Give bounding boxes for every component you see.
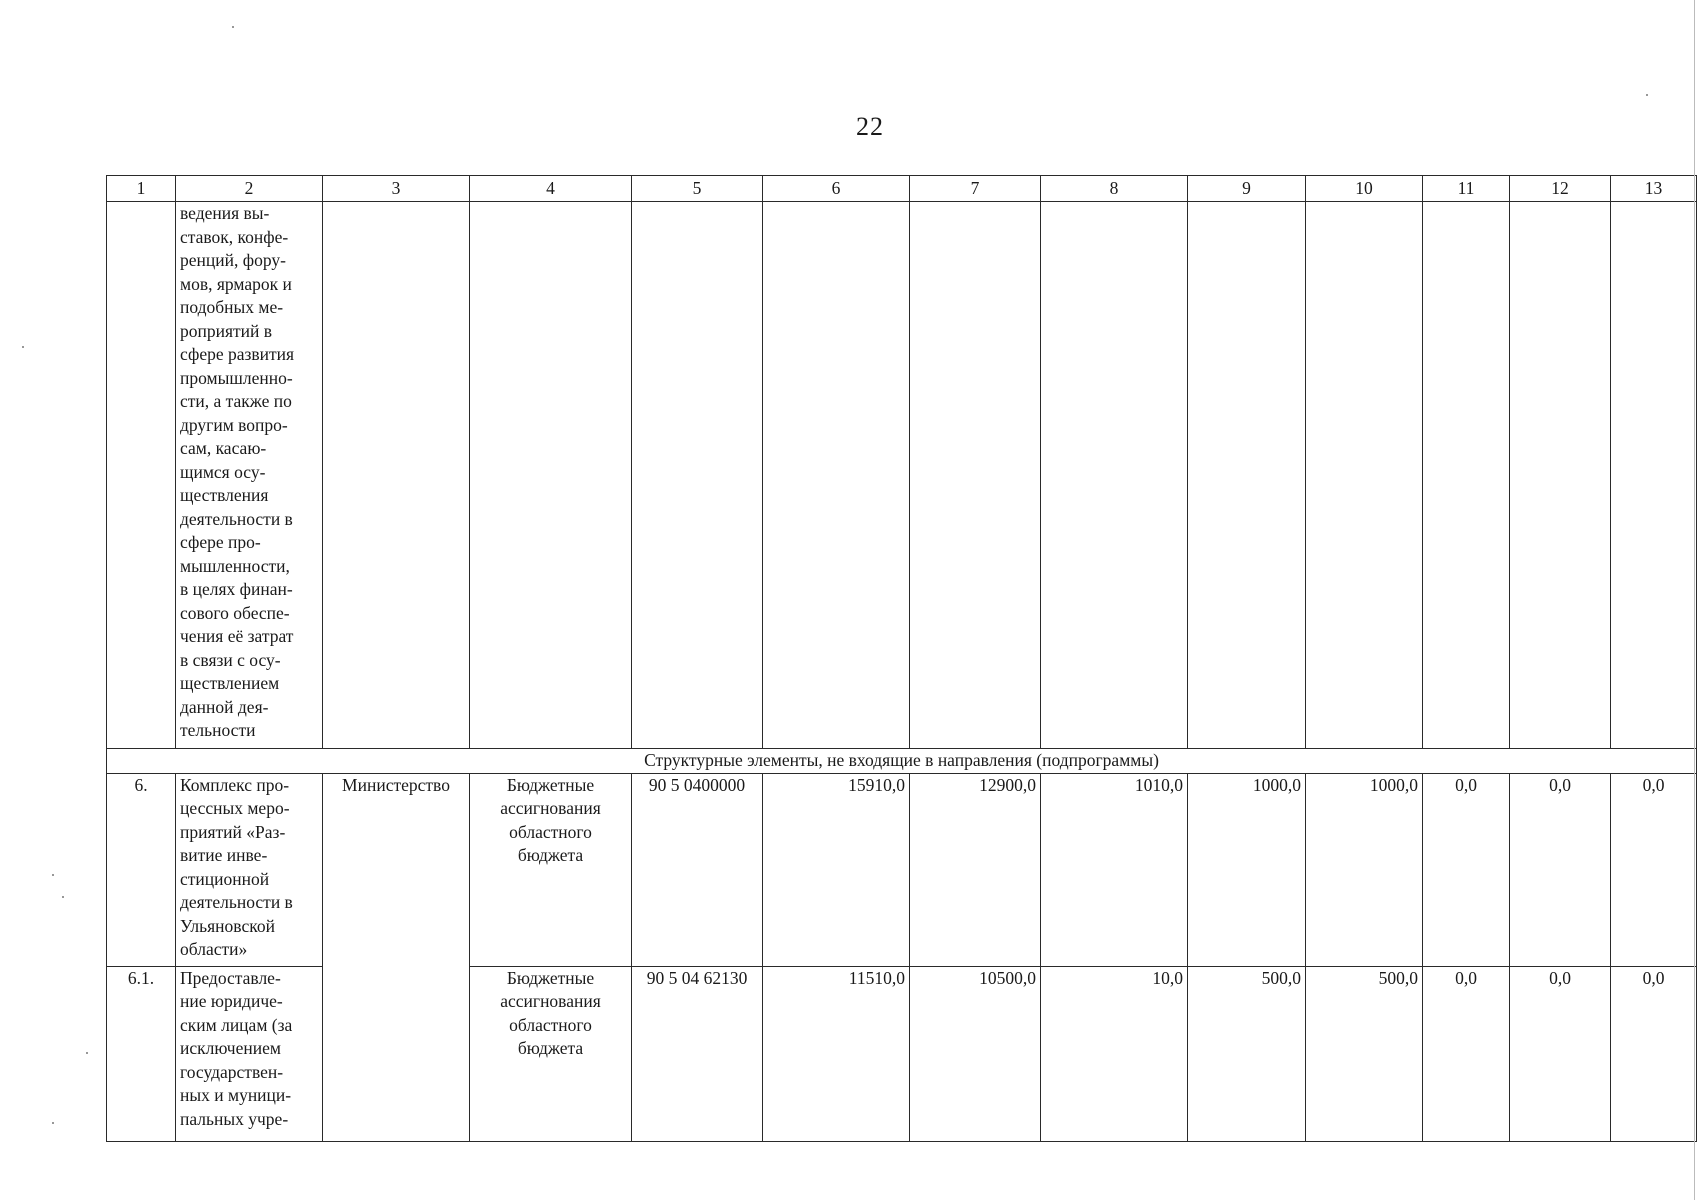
column-header-3: 3 <box>323 176 470 202</box>
budget-code: 90 5 04 62130 <box>632 966 763 1141</box>
scan-speck <box>52 874 54 876</box>
text-line: Ульяновской <box>180 915 275 936</box>
table-row-6 <box>107 773 1697 966</box>
scan-speck <box>232 26 234 28</box>
page-number: 22 <box>856 112 884 141</box>
measure-name <box>176 966 323 1141</box>
scan-speck <box>62 896 64 898</box>
text-line: ние юридиче- <box>180 991 283 1011</box>
value-col-12: 0,0 <box>1510 966 1611 1141</box>
text-line: мов, ярмарок и <box>180 273 292 294</box>
text-line: щимся осу- <box>180 461 266 482</box>
text-line: ским лицам (за <box>180 1014 293 1035</box>
text-line: сфере развития <box>180 344 295 364</box>
text-line: сфере про- <box>180 532 261 552</box>
budget-table <box>106 175 1697 1142</box>
text-line: ассигнования <box>500 798 601 818</box>
text-line: витие инве- <box>180 845 268 865</box>
value-col-7: 10500,0 <box>910 966 1041 1141</box>
value-col-10: 500,0 <box>1306 966 1423 1141</box>
scan-speck <box>52 1122 54 1124</box>
page-edge-line <box>1694 0 1695 1200</box>
column-header-11: 11 <box>1423 176 1510 202</box>
section-title: Структурные элементы, не входящие в направления (подпрограммы) <box>107 749 1697 774</box>
text-line: ществления <box>180 485 269 505</box>
row-number: 6. <box>107 773 176 966</box>
text-line: цессных меро- <box>180 798 290 818</box>
column-header-4: 4 <box>470 176 632 202</box>
text-line: бюджета <box>517 845 584 865</box>
scan-speck <box>1646 94 1648 96</box>
value-col-8: 10,0 <box>1041 966 1188 1141</box>
scan-speck <box>22 346 24 348</box>
column-header-2: 2 <box>176 176 323 202</box>
continued-measure-description <box>176 202 323 749</box>
text-line: ществлением <box>180 673 280 693</box>
text-line: стиционной <box>180 868 270 889</box>
empty-cell <box>763 202 910 749</box>
text-line: ных и муници- <box>180 1085 292 1105</box>
column-header-10: 10 <box>1306 176 1423 202</box>
text-line: областного <box>509 1014 592 1035</box>
text-line: роприятий в <box>180 320 273 341</box>
column-header-1: 1 <box>107 176 176 202</box>
empty-cell <box>1611 202 1697 749</box>
empty-cell <box>1423 202 1510 749</box>
empty-cell <box>1041 202 1188 749</box>
text-line: ставок, конфе- <box>180 226 289 247</box>
text-line: ведения вы- <box>180 203 270 223</box>
text-line: Предоставле- <box>180 967 281 988</box>
text-line: подобных ме- <box>180 297 284 317</box>
measure-name <box>176 773 323 966</box>
text-line: сти, а также по <box>180 391 292 411</box>
total-value: 11510,0 <box>763 966 910 1141</box>
value-col-8: 1010,0 <box>1041 773 1188 966</box>
row-number: 6.1. <box>107 966 176 1141</box>
column-header-8: 8 <box>1041 176 1188 202</box>
text-line: деятельности в <box>180 508 293 529</box>
text-line: исключением <box>180 1038 281 1058</box>
value-col-10: 1000,0 <box>1306 773 1423 966</box>
text-line: чения её затрат <box>180 626 294 646</box>
value-col-9: 1000,0 <box>1188 773 1306 966</box>
value-col-11: 0,0 <box>1423 966 1510 1141</box>
text-line: Бюджетные <box>506 774 595 795</box>
text-line: областного <box>509 821 592 842</box>
value-col-11: 0,0 <box>1423 773 1510 966</box>
empty-cell <box>910 202 1041 749</box>
text-line: данной дея- <box>180 696 269 717</box>
scan-speck <box>86 1052 88 1054</box>
text-line: в связи с осу- <box>180 649 281 670</box>
funding-source <box>470 773 632 966</box>
value-col-9: 500,0 <box>1188 966 1306 1141</box>
empty-cell <box>1188 202 1306 749</box>
text-line: области» <box>180 939 248 959</box>
text-line: Бюджетные <box>506 967 595 988</box>
executor-cell: Министерство <box>323 773 470 1141</box>
column-header-9: 9 <box>1188 176 1306 202</box>
value-col-13: 0,0 <box>1611 966 1697 1141</box>
column-header-12: 12 <box>1510 176 1611 202</box>
text-line: сам, касаю- <box>180 438 267 458</box>
value-col-12: 0,0 <box>1510 773 1611 966</box>
text-line: деятельности в <box>180 892 293 912</box>
text-line: ассигнования <box>500 991 601 1011</box>
value-col-7: 12900,0 <box>910 773 1041 966</box>
empty-cell <box>107 202 176 749</box>
text-line: государствен- <box>180 1061 284 1082</box>
column-header-5: 5 <box>632 176 763 202</box>
continuation-row <box>107 202 1697 749</box>
text-line: Комплекс про- <box>180 774 290 795</box>
empty-cell <box>1510 202 1611 749</box>
text-line: приятий «Раз- <box>180 821 286 842</box>
text-line: в целях финан- <box>180 579 293 599</box>
text-line: мышленности, <box>180 555 290 576</box>
total-value: 15910,0 <box>763 773 910 966</box>
column-number-header-row <box>107 176 1697 202</box>
empty-cell <box>1306 202 1423 749</box>
text-line: ренций, фору- <box>180 250 286 270</box>
text-line: бюджета <box>517 1038 584 1058</box>
section-header-row <box>107 749 1697 774</box>
value-col-13: 0,0 <box>1611 773 1697 966</box>
column-header-7: 7 <box>910 176 1041 202</box>
text-line: сового обеспе- <box>180 602 290 623</box>
text-line: пальных учре- <box>180 1108 289 1129</box>
funding-source <box>470 966 632 1141</box>
column-header-13: 13 <box>1611 176 1697 202</box>
column-header-6: 6 <box>763 176 910 202</box>
text-line: другим вопро- <box>180 414 288 435</box>
empty-cell <box>632 202 763 749</box>
empty-cell <box>470 202 632 749</box>
budget-code: 90 5 0400000 <box>632 773 763 966</box>
empty-cell <box>323 202 470 749</box>
text-line: тельности <box>180 720 256 740</box>
text-line: промышленно- <box>180 367 293 388</box>
